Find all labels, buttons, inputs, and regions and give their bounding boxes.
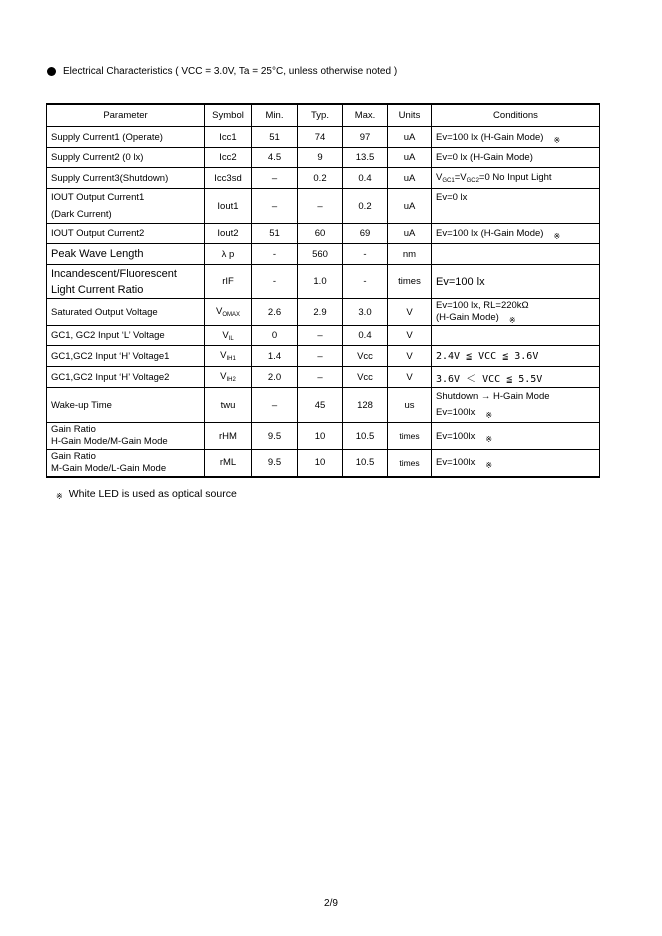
units-cell: V xyxy=(388,299,432,326)
conditions-cell xyxy=(432,224,600,244)
parameter-line: (Dark Current) xyxy=(51,209,112,220)
typ-cell: – xyxy=(298,189,343,224)
footnote xyxy=(56,488,237,500)
max-cell: 128 xyxy=(343,388,388,423)
col-parameter: Parameter xyxy=(47,104,205,127)
max-cell: 0.2 xyxy=(343,189,388,224)
min-cell: 0 xyxy=(252,326,298,346)
page-number: 2/9 xyxy=(324,898,338,909)
min-cell: – xyxy=(252,168,298,189)
symbol-cell xyxy=(205,346,252,367)
conditions-cell xyxy=(432,388,600,423)
parameter-cell xyxy=(47,265,205,299)
min-cell: 2.6 xyxy=(252,299,298,326)
table-row xyxy=(47,224,600,244)
cond-part: V xyxy=(436,172,443,183)
table-row xyxy=(47,168,600,189)
symbol-main: V xyxy=(215,306,223,317)
units-cell: us xyxy=(388,388,432,423)
table-row xyxy=(47,423,600,450)
parameter-line: IOUT Output Current1 xyxy=(51,192,145,203)
min-cell: - xyxy=(252,265,298,299)
symbol-cell: rML xyxy=(205,450,252,477)
parameter-line: Incandescent/Fluorescent xyxy=(51,267,177,280)
units-cell: V xyxy=(388,326,432,346)
parameter-cell: GC1,GC2 Input ‘H’ Voltage2 xyxy=(47,367,205,388)
conditions-line: Ev=100 lx, RL=220kΩ xyxy=(436,300,529,311)
conditions-cell xyxy=(432,244,600,265)
parameter-cell: Wake-up Time xyxy=(47,388,205,423)
conditions-text: (H-Gain Mode) xyxy=(436,312,499,323)
symbol-subscript: OMAX xyxy=(222,312,240,318)
symbol-cell xyxy=(205,367,252,388)
bullet-icon xyxy=(47,67,56,76)
symbol-subscript: IH1 xyxy=(226,356,236,362)
max-cell: 0.4 xyxy=(343,168,388,189)
parameter-cell xyxy=(47,450,205,477)
max-cell: Vcc xyxy=(343,367,388,388)
col-max: Max. xyxy=(343,104,388,127)
units-cell: times xyxy=(388,423,432,450)
table-row xyxy=(47,367,600,388)
units-cell: times xyxy=(388,450,432,477)
conditions-cell xyxy=(432,326,600,346)
parameter-cell: Supply Current2 (0 lx) xyxy=(47,148,205,168)
table-row xyxy=(47,265,600,299)
cond-subscript: GC1 xyxy=(442,178,455,184)
section-heading xyxy=(47,66,397,77)
parameter-line: M-Gain Mode/L-Gain Mode xyxy=(51,462,167,474)
parameter-line: Gain Ratio xyxy=(51,450,96,462)
conditions-line xyxy=(436,312,595,324)
typ-cell: 2.9 xyxy=(298,299,343,326)
cond-part: =0 No Input Light xyxy=(478,172,552,183)
max-cell: Vcc xyxy=(343,346,388,367)
col-typ: Typ. xyxy=(298,104,343,127)
reference-mark: ※ xyxy=(508,316,516,325)
parameter-line: Gain Ratio xyxy=(51,424,96,435)
typ-cell: – xyxy=(298,367,343,388)
reference-mark: ※ xyxy=(485,461,493,471)
conditions-cell: Ev=0 lx (H-Gain Mode) xyxy=(432,148,600,168)
parameter-line: H-Gain Mode/M-Gain Mode xyxy=(51,436,168,447)
conditions-cell: 3.6V ＜ VCC ≦ 5.5V xyxy=(432,367,600,388)
symbol-cell: rIF xyxy=(205,265,252,299)
min-cell: 4.5 xyxy=(252,148,298,168)
conditions-cell: Ev=100 lx xyxy=(432,265,600,299)
table-row xyxy=(47,244,600,265)
typ-cell: – xyxy=(298,326,343,346)
min-cell: 51 xyxy=(252,127,298,148)
header-row xyxy=(47,104,600,127)
min-cell: – xyxy=(252,388,298,423)
parameter-cell xyxy=(47,423,205,450)
parameter-cell: IOUT Output Current2 xyxy=(47,224,205,244)
symbol-main: V xyxy=(222,329,229,341)
min-cell: 2.0 xyxy=(252,367,298,388)
col-conditions: Conditions xyxy=(432,104,600,127)
min-cell: 51 xyxy=(252,224,298,244)
units-cell: uA xyxy=(388,168,432,189)
parameter-cell: Supply Current3(Shutdown) xyxy=(47,168,205,189)
units-cell: uA xyxy=(388,148,432,168)
max-cell: 0.4 xyxy=(343,326,388,346)
typ-cell: 560 xyxy=(298,244,343,265)
symbol-cell: Icc2 xyxy=(205,148,252,168)
max-cell: 3.0 xyxy=(343,299,388,326)
parameter-line: Light Current Ratio xyxy=(51,283,144,296)
symbol-main: V xyxy=(220,350,227,361)
typ-cell: 9 xyxy=(298,148,343,168)
symbol-cell: λ p xyxy=(205,244,252,265)
conditions-cell: 2.4V ≦ VCC ≦ 3.6V xyxy=(432,346,600,367)
units-cell: uA xyxy=(388,224,432,244)
units-cell: V xyxy=(388,346,432,367)
table-row xyxy=(47,388,600,423)
table-row xyxy=(47,127,600,148)
symbol-cell: Icc3sd xyxy=(205,168,252,189)
conditions-text: Ev=100 lx (H-Gain Mode) xyxy=(436,131,544,143)
units-cell: uA xyxy=(388,189,432,224)
max-cell: 10.5 xyxy=(343,450,388,477)
footnote-text: White LED is used as optical source xyxy=(68,488,237,500)
reference-mark: ※ xyxy=(56,491,63,501)
table-row xyxy=(47,189,600,224)
symbol-subscript: IL xyxy=(228,335,234,342)
max-cell: 13.5 xyxy=(343,148,388,168)
parameter-cell: Saturated Output Voltage xyxy=(47,299,205,326)
reference-mark: ※ xyxy=(485,434,493,444)
table-row xyxy=(47,326,600,346)
parameter-cell: Supply Current1 (Operate) xyxy=(47,127,205,148)
parameter-cell xyxy=(47,189,205,224)
parameter-cell: GC1, GC2 Input ‘L’ Voltage xyxy=(47,326,205,346)
conditions-text: Ev=100 lx (H-Gain Mode) xyxy=(436,228,544,239)
symbol-cell: Icc1 xyxy=(205,127,252,148)
symbol-subscript: IH2 xyxy=(226,377,236,383)
min-cell: - xyxy=(252,244,298,265)
symbol-cell xyxy=(205,326,252,346)
col-min: Min. xyxy=(252,104,298,127)
min-cell: 1.4 xyxy=(252,346,298,367)
units-cell: uA xyxy=(388,127,432,148)
col-symbol: Symbol xyxy=(205,104,252,127)
typ-cell: 74 xyxy=(298,127,343,148)
col-units: Units xyxy=(388,104,432,127)
symbol-cell: twu xyxy=(205,388,252,423)
conditions-cell: Ev=0 lx xyxy=(432,189,600,224)
reference-mark: ※ xyxy=(553,232,561,241)
max-cell: - xyxy=(343,244,388,265)
max-cell: 10.5 xyxy=(343,423,388,450)
conditions-line: Shutdown → H-Gain Mode xyxy=(436,391,550,402)
reference-mark: ※ xyxy=(485,411,493,420)
symbol-cell: rHM xyxy=(205,423,252,450)
max-cell: - xyxy=(343,265,388,299)
min-cell: – xyxy=(252,189,298,224)
typ-cell: 0.2 xyxy=(298,168,343,189)
typ-cell: 1.0 xyxy=(298,265,343,299)
table-row xyxy=(47,299,600,326)
parameter-cell: GC1,GC2 Input ‘H’ Voltage1 xyxy=(47,346,205,367)
units-cell: times xyxy=(388,265,432,299)
conditions-text: Ev=100lx xyxy=(436,407,476,418)
reference-mark: ※ xyxy=(553,135,561,145)
typ-cell: – xyxy=(298,346,343,367)
conditions-cell xyxy=(432,168,600,189)
typ-cell: 45 xyxy=(298,388,343,423)
typ-cell: 10 xyxy=(298,450,343,477)
max-cell: 69 xyxy=(343,224,388,244)
conditions-cell xyxy=(432,450,600,477)
conditions-cell xyxy=(432,127,600,148)
electrical-characteristics-table xyxy=(46,103,600,478)
units-cell: nm xyxy=(388,244,432,265)
symbol-main: V xyxy=(220,371,227,382)
heading-text: Electrical Characteristics ( VCC = 3.0V, Ta = 25°C, unless otherwise noted ) xyxy=(63,66,398,77)
symbol-cell: Iout1 xyxy=(205,189,252,224)
conditions-line xyxy=(436,405,595,421)
table-row xyxy=(47,450,600,477)
cond-part: =V xyxy=(454,172,467,183)
cond-subscript: GC2 xyxy=(466,178,479,184)
typ-cell: 60 xyxy=(298,224,343,244)
parameter-cell: Peak Wave Length xyxy=(47,244,205,265)
units-cell: V xyxy=(388,367,432,388)
table-row xyxy=(47,148,600,168)
symbol-cell: Iout2 xyxy=(205,224,252,244)
table-row xyxy=(47,346,600,367)
conditions-text: Ev=100lx xyxy=(436,457,476,469)
conditions-cell xyxy=(432,299,600,326)
conditions-cell xyxy=(432,423,600,450)
min-cell: 9.5 xyxy=(252,450,298,477)
max-cell: 97 xyxy=(343,127,388,148)
typ-cell: 10 xyxy=(298,423,343,450)
conditions-text: Ev=100lx xyxy=(436,430,476,442)
symbol-cell xyxy=(205,299,252,326)
min-cell: 9.5 xyxy=(252,423,298,450)
